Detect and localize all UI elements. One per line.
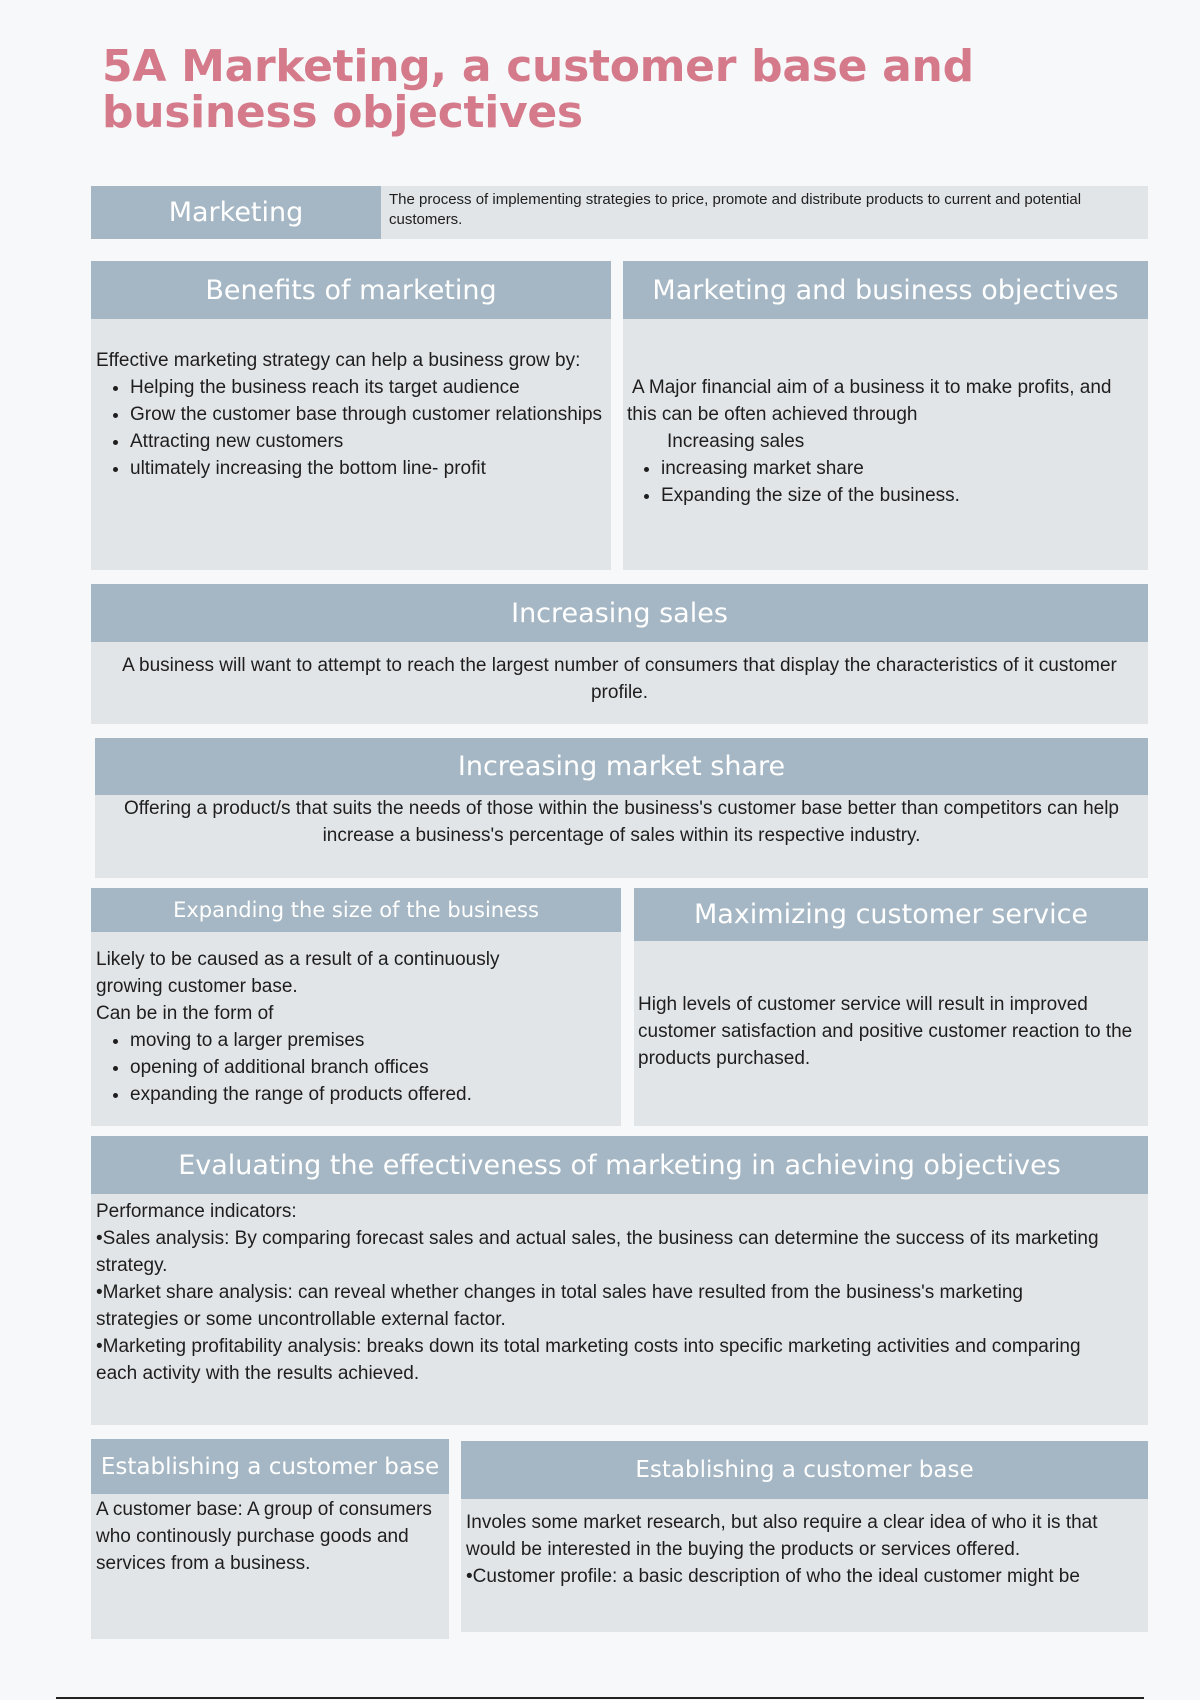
customer-base-left-heading-label: Establishing a customer base [100,1453,440,1480]
list-item: • Expanding the size of the business. [661,482,1142,509]
objectives-list [627,428,1142,509]
market-share-body [95,795,1148,878]
definition-text-box [381,186,1148,239]
definition-text: The process of implementing strategies to price, promote and distribute products to current and potential customers. [389,191,1082,228]
list-item: • increasing market share [661,455,1142,482]
customer-base-right-heading-label: Establishing a customer base [635,1457,974,1483]
market-share-heading-label: Increasing market share [457,751,786,782]
list-item: • ultimately increasing the bottom line- profit [130,455,607,482]
list-item: • expanding the range of products offered. [130,1081,621,1108]
increasing-sales-body [91,642,1148,724]
customer-service-text: High levels of customer service will result in improved customer satisfaction and positive customer reaction to the products purchased. [638,994,1133,1069]
customer-base-left-text: A customer base: A group of consumers who continously purchase goods and services from a business. [96,1499,432,1574]
page-title: 5A Marketing, a customer base and business objectives [102,41,974,138]
increasing-sales-text: A business will want to attempt to reach the largest number of consumers that display the characteristics of it customer profile. [122,655,1117,703]
customer-service-body [634,941,1148,1126]
benefits-body [91,319,611,570]
evaluating-point: •Sales analysis: By comparing forecast sales and actual sales, the business can determine the success of its marketing strategy. [96,1228,1099,1276]
customer-base-right-line1: Involes some market research, but also require a clear idea of who it is that would be interested in the buying the products or services offered. [466,1512,1098,1560]
customer-base-right-line2: •Customer profile: a basic description of who the ideal customer might be [466,1566,1080,1587]
increasing-sales-heading-label: Increasing sales [511,597,728,629]
evaluating-point: •Marketing profitability analysis: breaks down its total marketing costs into specific marketing activities and comparing each activity with the results achieved. [96,1336,1081,1384]
objectives-heading-label: Marketing and business objectives [652,274,1119,306]
evaluating-point: •Market share analysis: can reveal whether changes in total sales have resulted from the business's marketing strategies or some uncontrollable external factor. [96,1282,1023,1330]
evaluating-body [91,1194,1148,1425]
expanding-line1: Likely to be caused as a result of a continuously growing customer base. [96,949,500,997]
list-item: • Grow the customer base through customer relationships [130,401,607,428]
bottom-divider [56,1697,1144,1699]
objectives-heading [623,261,1148,319]
evaluating-intro: Performance indicators: [96,1201,297,1222]
benefits-heading [91,261,611,319]
customer-service-heading-label: Maximizing customer service [693,899,1089,930]
benefits-list [96,374,607,482]
evaluating-heading-label: Evaluating the effectiveness of marketing in achieving objectives [178,1149,1061,1181]
market-share-text: Offering a product/s that suits the needs of those within the business's customer base better than competitors can help increase a business's percentage of sales within its respective industry. [123,798,1119,846]
expanding-body [91,932,621,1126]
market-share-heading [95,738,1148,795]
customer-base-left-heading [91,1439,449,1494]
definition-term-label: Marketing [168,197,304,228]
objectives-body [623,319,1148,570]
list-item: • Helping the business reach its target audience [130,374,607,401]
customer-base-left-body [91,1494,449,1639]
benefits-heading-label: Benefits of marketing [205,274,497,306]
list-item: • opening of additional branch offices [130,1054,621,1081]
definition-term [91,186,381,239]
expanding-heading-label: Expanding the size of the business [173,898,539,922]
customer-base-right-heading [461,1441,1148,1499]
expanding-line2: Can be in the form of [96,1003,274,1024]
list-item: Increasing sales [667,431,805,452]
increasing-sales-heading [91,584,1148,642]
list-item: • moving to a larger premises [130,1027,621,1054]
expanding-heading [91,888,621,932]
expanding-list [96,1027,621,1108]
benefits-intro: Effective marketing strategy can help a business grow by: [96,350,581,371]
customer-service-heading [634,888,1148,941]
customer-base-right-body [461,1499,1148,1632]
list-item: • Attracting new customers [130,428,607,455]
objectives-intro: A Major financial aim of a business it to make profits, and this can be often achieved through [627,377,1112,425]
evaluating-heading [91,1136,1148,1194]
